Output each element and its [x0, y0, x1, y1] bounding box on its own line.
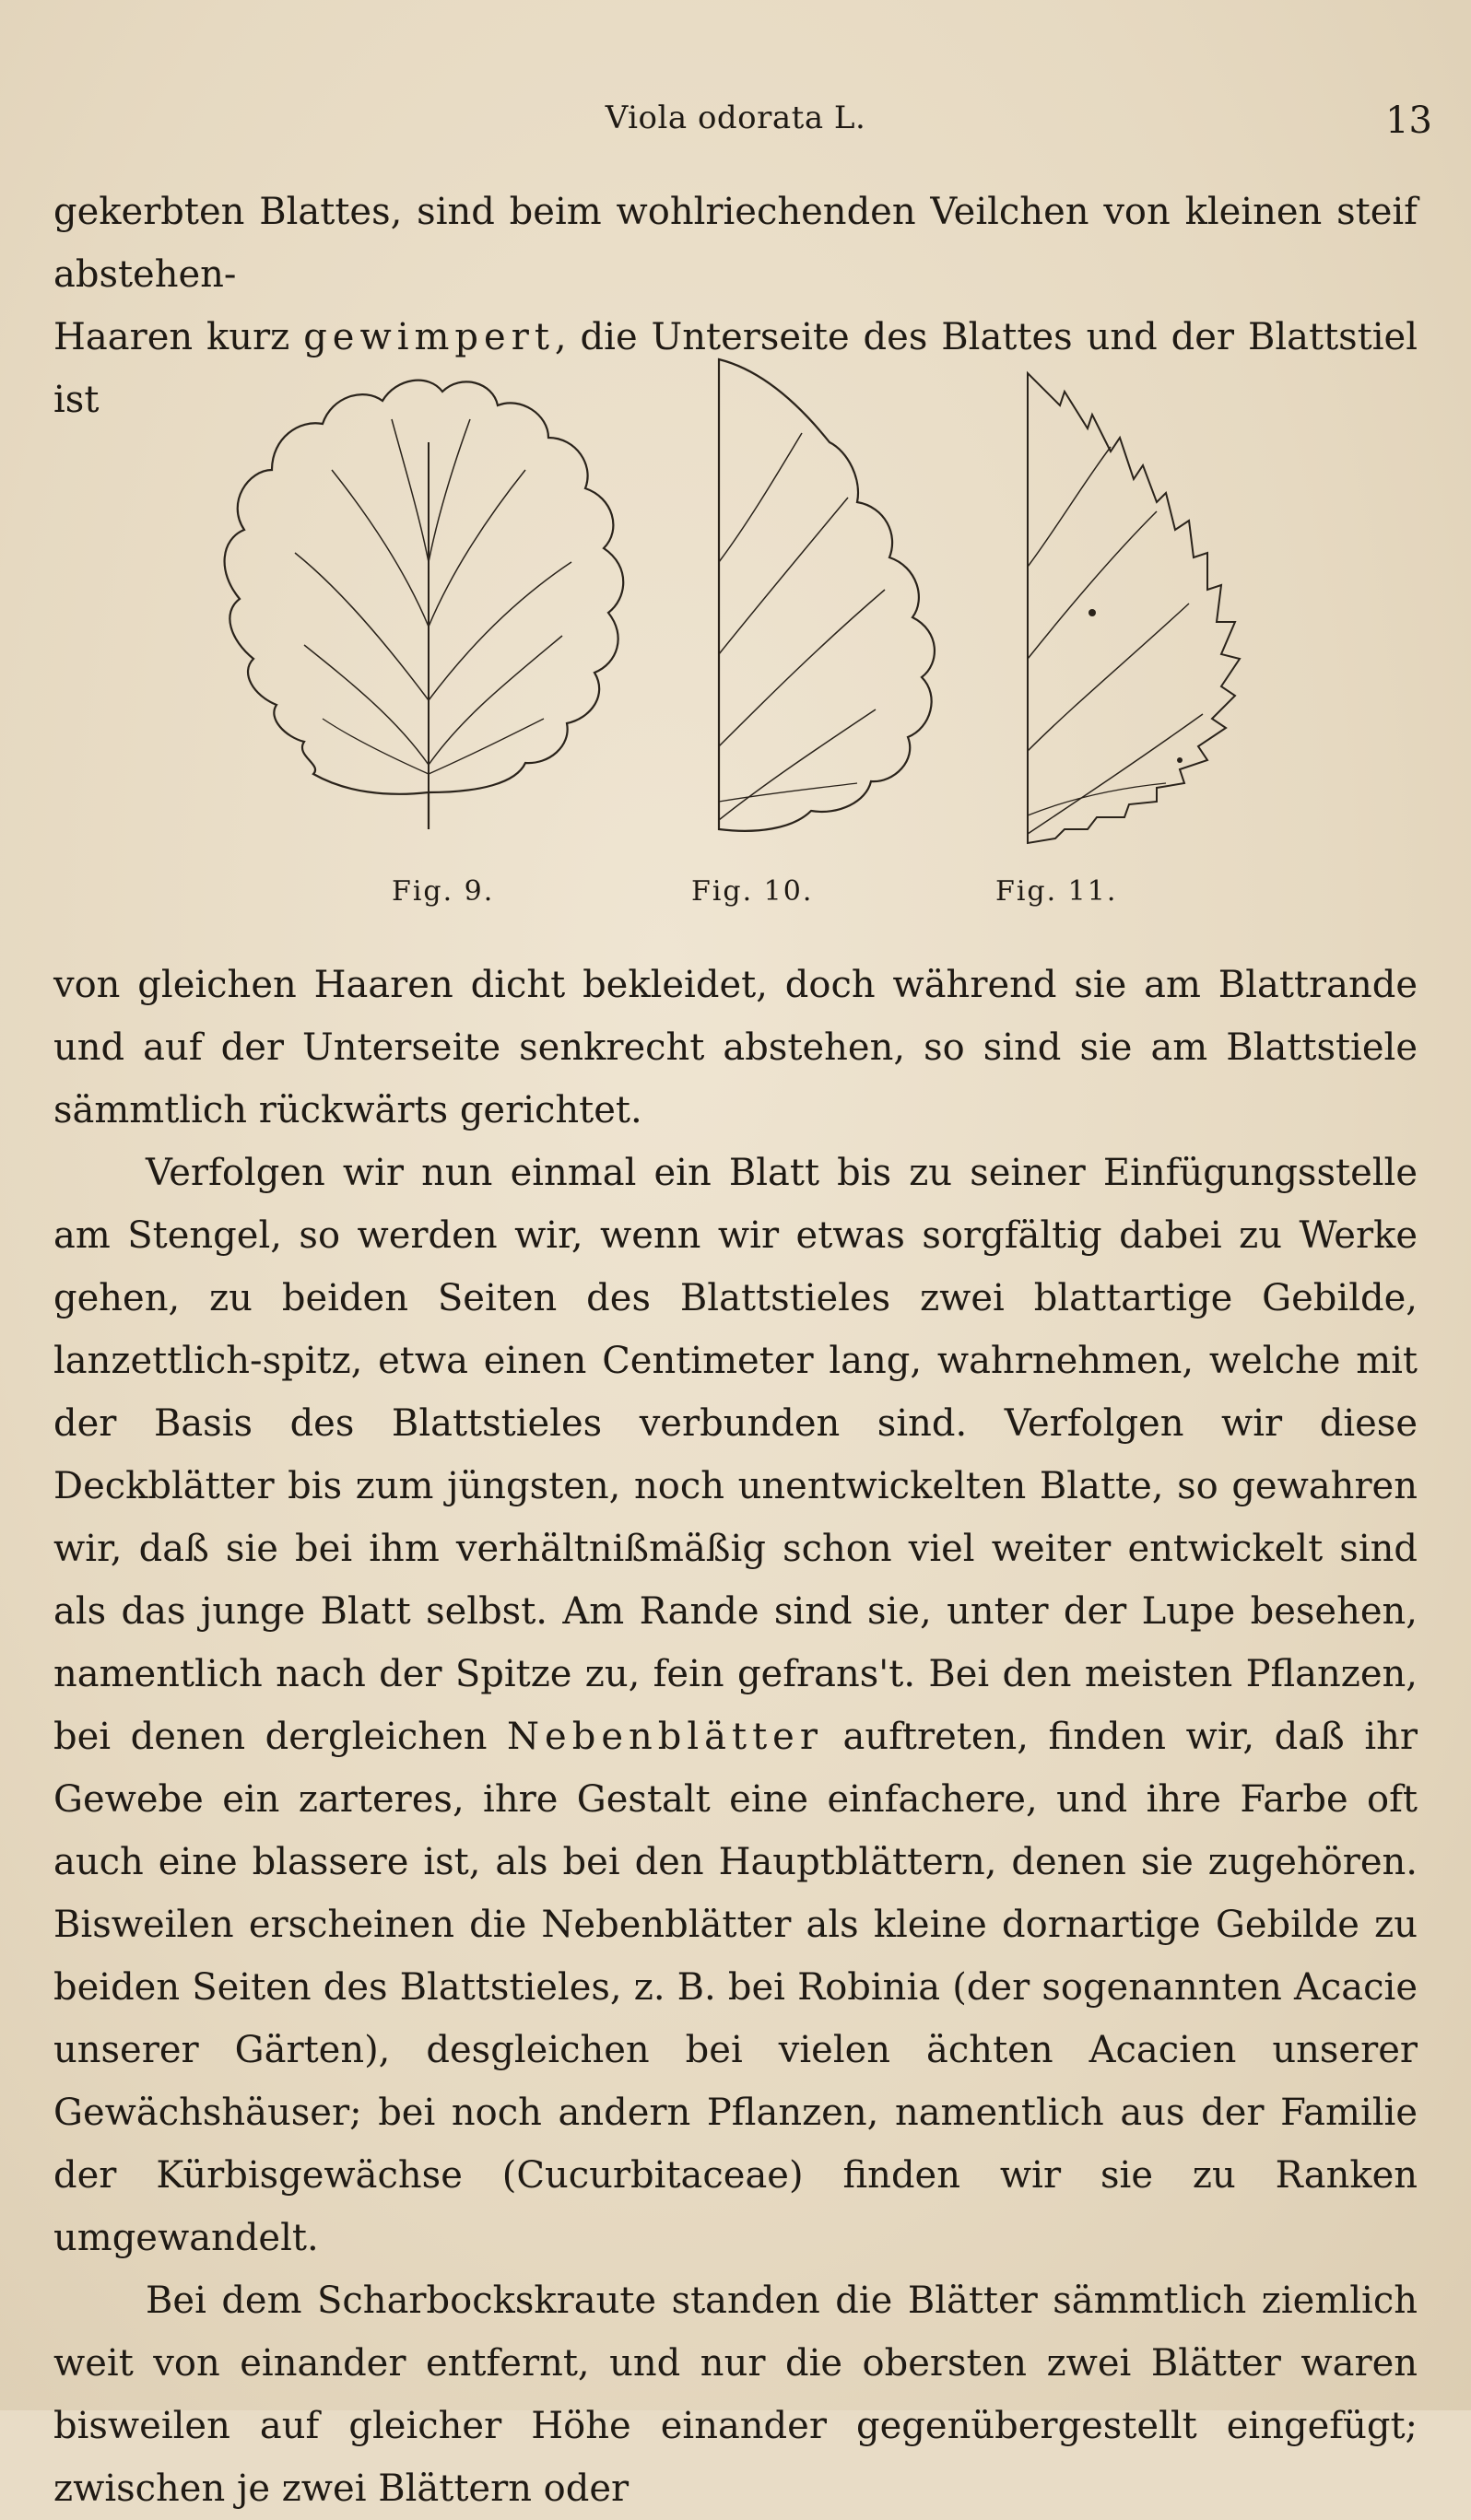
leaf-illustration-half-crenate — [700, 341, 977, 857]
leaf-illustration-crenate — [184, 332, 664, 848]
figure-10 — [691, 341, 977, 908]
page-number: 13 — [1385, 100, 1432, 142]
text-fragment: auftreten, finden wir, daß ihr Gewebe ein zarteres, ihre Gestalt eine einfachere, und ihre Farbe oft auch eine blassere ist, als bei den Hauptblättern, denen sie zugehören. Bisweilen erscheinen die Nebenblätter als kleine dornartige Gebilde zu beiden Seiten des Blattstieles, z. B. bei Robinia (der sogenannten Acacie unserer Gärten), desgleichen bei vielen ächten Acacien unserer Gewächshäuser; bei noch andern Pflanzen, namentlich aus der Familie der Kürbisgewächse (Cucurbitaceae) finden wir sie zu Ranken umgewandelt. — [53, 1716, 1418, 2259]
text-fragment: Verfolgen wir nun einmal ein Blatt bis zu seiner Einfügungsstelle am Stengel, so werden wir, wenn wir etwas sorgfältig dabei zu Werke gehen, zu beiden Seiten des Blattstieles zwei blattartige Gebilde, lanzettlich-spitz, etwa einen Centimeter lang, wahrnehmen, welche mit der Basis des Blattstieles verbunden sind. Verfolgen wir diese Deckblätter bis zum jüngsten, noch unentwickelten Blatte, so gewahren wir, daß sie bei ihm verhältnißmäßig schon viel weiter entwickelt sind als das junge Blatt selbst. Am Rande sind sie, unter der Lupe besehen, namentlich nach der Spitze zu, fein gefrans't. Bei den meisten Pflanzen, bei denen dergleichen — [53, 1152, 1418, 1758]
text-line: gekerbten Blattes, sind beim wohlriechenden Veilchen von kleinen steif abstehen- — [53, 191, 1418, 296]
text-fragment: Haaren kurz — [53, 316, 304, 358]
emphasized-term: Nebenblätter — [507, 1716, 823, 1758]
paragraph — [53, 1142, 1418, 2269]
paragraph: Bei dem Scharbockskraute standen die Blätter sämmtlich ziemlich weit von einander entfernt, und nur die obersten zwei Blätter waren bisweilen auf gleicher Höhe einander gegenübergestellt eingefügt; zwischen je zwei Blättern oder — [53, 2280, 1418, 2510]
figure-11 — [995, 364, 1277, 908]
figure-10-caption: Fig. 10. — [691, 875, 814, 908]
emphasized-term: gewimpert — [303, 316, 555, 358]
figure-9-caption: Fig. 9. — [392, 875, 495, 908]
paragraph: von gleichen Haaren dicht bekleidet, doch während sie am Blattrande und auf der Unterseite senkrecht abstehen, so sind sie am Blattstiele sämmtlich rückwärts gerichtet. — [53, 964, 1418, 1131]
figure-11-caption: Fig. 11. — [995, 875, 1118, 908]
leaf-illustration-half-serrate — [1018, 364, 1277, 861]
text-fragment: , die Unterseite des Blattes und der Blattstiel ist — [53, 316, 1418, 421]
figure-9 — [184, 332, 664, 908]
leaf-figures — [184, 332, 1290, 921]
running-head — [0, 100, 1471, 146]
main-text — [53, 954, 1418, 2520]
running-title: Viola odorata L. — [605, 100, 866, 136]
